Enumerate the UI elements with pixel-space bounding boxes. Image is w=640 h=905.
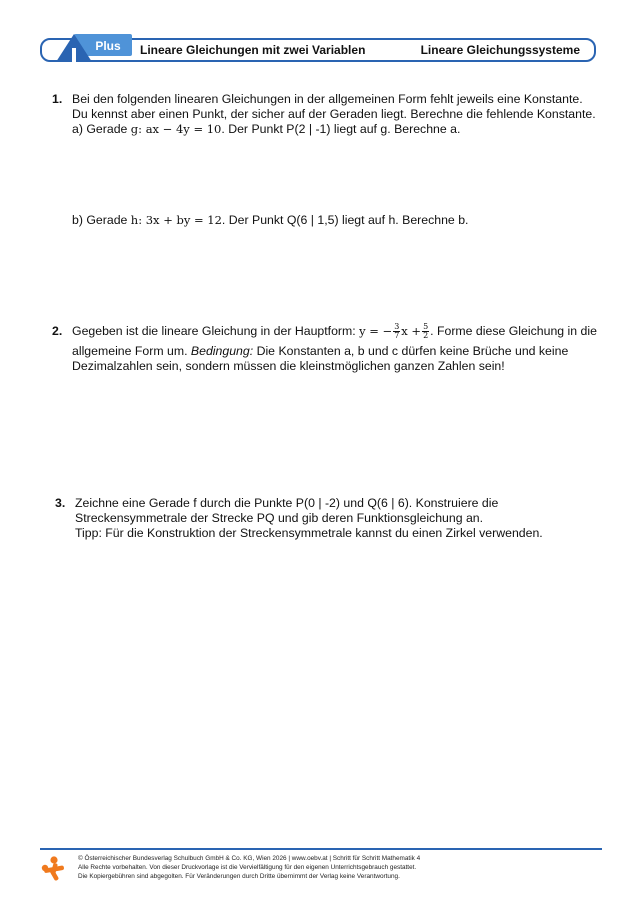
task-number: 2. xyxy=(52,324,63,338)
subtask-text: . Der Punkt P(2 | -1) liegt auf g. Berechne a. xyxy=(221,122,461,136)
fraction-numerator: 3 xyxy=(394,322,400,332)
subtask-prefix: a) Gerade xyxy=(72,122,131,136)
header-title: Lineare Gleichungen mit zwei Variablen xyxy=(140,43,366,57)
task-number: 1. xyxy=(52,92,63,106)
plus-logo-icon xyxy=(52,32,134,64)
subtask-text: . Der Punkt Q(6 | 1,5) liegt auf h. Berechne b. xyxy=(221,213,469,227)
task-text-part: allgemeine Form um. xyxy=(72,344,191,358)
subtask-b xyxy=(72,213,468,229)
task-text: Streckensymmetrale der Strecke PQ und gib deren Funktionsgleichung an. xyxy=(75,511,484,525)
footer-divider xyxy=(40,848,602,850)
task-text-part: . Forme diese Gleichung in die xyxy=(430,324,597,338)
fraction xyxy=(422,323,429,340)
fees-line: Die Kopiergebühren sind abgegolten. Für Veränderungen durch Dritte übernimmt der Verlag keine Verantwortung. xyxy=(78,873,400,880)
equation: g: ax − 4y = 10 xyxy=(130,122,222,136)
logo-text: Plus xyxy=(95,39,121,53)
rights-line: Alle Rechte vorbehalten. Von dieser Druckvorlage ist die Vervielfältigung für den eigenen Unterrichtsgebrauch gestattet. xyxy=(78,864,417,871)
task-text xyxy=(72,320,597,342)
task-text-part: Die Konstanten a, b und c dürfen keine Brüche und keine xyxy=(253,344,569,358)
equation-part: x + xyxy=(401,324,422,338)
page-header xyxy=(40,38,596,62)
condition-label: Bedingung: xyxy=(190,344,254,358)
copyright-line: © Österreichischer Bundesverlag Schulbuch GmbH & Co. KG, Wien 2026 | www.oebv.at | Schritt für Schritt Mathematik 4 xyxy=(78,855,421,862)
publisher-logo-icon xyxy=(40,855,68,883)
fraction-denominator: 7 xyxy=(394,331,400,341)
equation-part: y = − xyxy=(359,324,393,338)
fraction xyxy=(393,323,400,340)
task-text: Zeichne eine Gerade f durch die Punkte P(0 | -2) und Q(6 | 6). Konstruiere die xyxy=(75,496,499,510)
fraction-denominator: 2 xyxy=(423,331,429,341)
task-tip: Tipp: Für die Konstruktion der Streckensymmetrale kannst du einen Zirkel verwenden. xyxy=(75,526,543,540)
task-text: Dezimalzahlen sein, sondern müssen die kleinstmöglichen ganzen Zahlen sein! xyxy=(72,359,505,373)
fraction-numerator: 5 xyxy=(423,322,429,332)
task-number: 3. xyxy=(55,496,66,510)
equation: h: 3x + by = 12 xyxy=(130,213,222,227)
task-text: Bei den folgenden linearen Gleichungen in der allgemeinen Form fehlt jeweils eine Konstante. xyxy=(72,92,583,106)
task-text-part: Gegeben ist die lineare Gleichung in der Hauptform: xyxy=(72,324,360,338)
task-text xyxy=(72,344,568,360)
subtask-a xyxy=(72,122,460,138)
header-chapter: Lineare Gleichungssysteme xyxy=(420,43,580,57)
task-text: Du kennst aber einen Punkt, der sicher auf der Geraden liegt. Berechne die fehlende Konstante. xyxy=(72,107,596,121)
footer-text xyxy=(78,854,420,881)
subtask-prefix: b) Gerade xyxy=(72,213,131,227)
